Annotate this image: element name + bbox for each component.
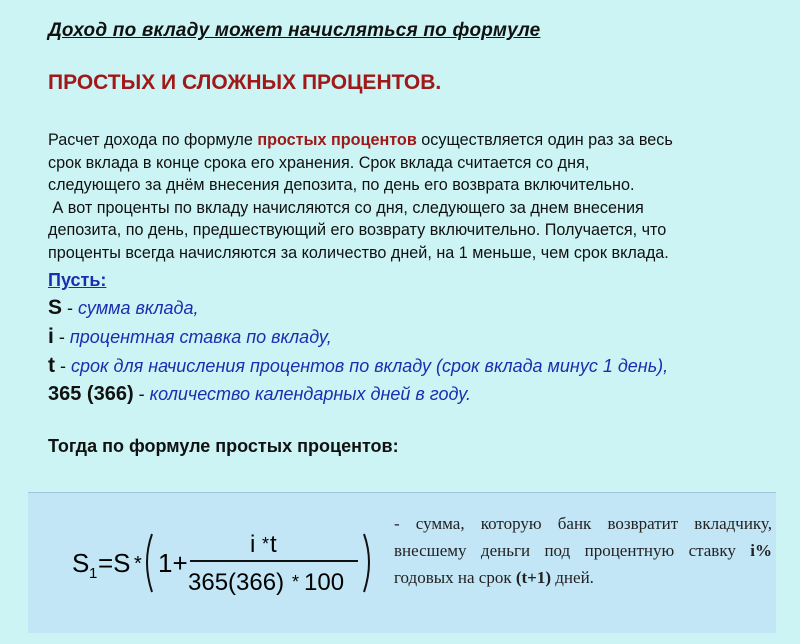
explanation-text-1: - сумма, которую банк возвратит вкладчику, внесшему деньги под процентную ставку	[394, 514, 772, 560]
explanation-paragraph	[48, 129, 788, 264]
explanation-term: (t+1)	[515, 568, 552, 587]
formula-numerator-t: t	[270, 531, 277, 558]
formula-denominator-100: 100	[304, 569, 345, 596]
definition-i	[48, 325, 332, 349]
definition-symbol: S	[48, 296, 63, 319]
definition-text: количество календарных дней в году.	[149, 384, 472, 404]
definition-dash: -	[133, 384, 150, 404]
definition-text: сумма вклада,	[78, 298, 199, 318]
definition-t	[48, 354, 668, 378]
formula-explanation	[394, 510, 772, 591]
formula-one-plus: 1+	[158, 548, 188, 578]
explanation-text-2: годовых на срок	[394, 568, 516, 587]
paragraph-line-1-start: Расчет дохода по формуле	[48, 131, 258, 149]
left-parenthesis	[147, 534, 152, 592]
definition-text: процентная ставка по вкладу,	[69, 327, 332, 347]
formula-numerator-star: *	[262, 534, 270, 554]
formula-lhs-subscript: 1	[89, 565, 98, 582]
let-label: Пусть:	[48, 270, 107, 290]
paragraph-line-1	[48, 129, 788, 152]
page-heading: Доход по вкладу может начисляться по формуле	[48, 20, 541, 41]
definition-symbol: 365 (366)	[48, 383, 134, 405]
right-parenthesis	[364, 534, 369, 592]
formula-intro: Тогда по формуле простых процентов:	[48, 436, 399, 456]
formula-equals-s: =S	[98, 548, 131, 578]
paragraph-line-1-end: осуществляется один раз за весь	[416, 131, 673, 149]
definition-symbol: i	[48, 325, 54, 348]
definition-s	[48, 296, 199, 320]
definition-days	[48, 383, 471, 406]
paragraph-line-4: А вот проценты по вкладу начисляются со дня, следующего за днем внесения	[48, 198, 644, 217]
simple-interest-highlight: простых процентов	[257, 131, 417, 149]
paragraph-line-3: следующего за днём внесения депозита, по день его возврата включительно.	[48, 176, 635, 194]
paragraph-line-6: проценты всегда начисляются за количество дней, на 1 меньше, чем срок вклада.	[48, 243, 669, 262]
formula-numerator-i: i	[250, 531, 256, 558]
formula-denominator: 365(366)	[188, 569, 285, 596]
definition-dash: -	[53, 327, 70, 347]
paragraph-line-2: срок вклада в конце срока его хранения. Срок вклада считается со дня,	[48, 153, 590, 172]
definition-symbol: t	[48, 354, 55, 377]
simple-interest-formula	[72, 522, 372, 602]
paragraph-line-5: депозита, по день, предшествующий его возврату включительно. Получается, что	[48, 221, 667, 239]
definition-text: срок для начисления процентов по вкладу (срок вклада минус 1 день),	[71, 356, 669, 376]
page-subheading: ПРОСТЫХ И СЛОЖНЫХ ПРОЦЕНТОВ.	[48, 71, 442, 94]
explanation-text-3: дней.	[551, 568, 594, 587]
definition-dash: -	[55, 356, 71, 376]
formula-denominator-star: *	[292, 572, 300, 592]
formula-lhs: S	[72, 548, 90, 578]
definition-dash: -	[62, 298, 79, 318]
formula-multiply: *	[134, 553, 142, 575]
explanation-rate: i%	[750, 541, 772, 560]
